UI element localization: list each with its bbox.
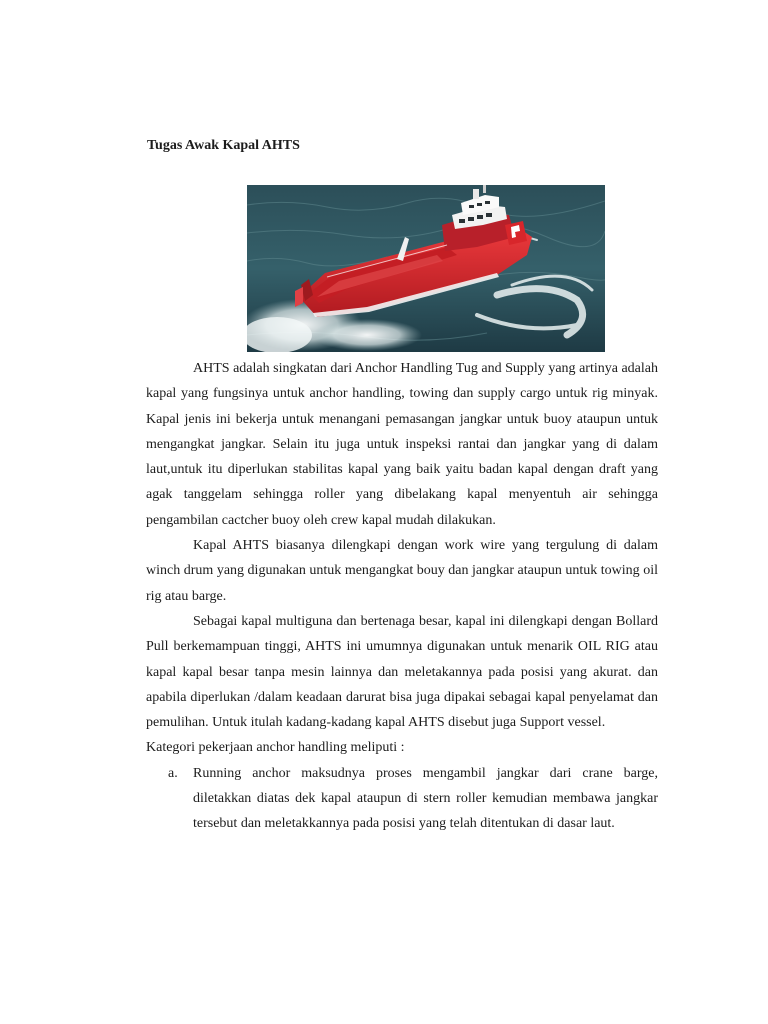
body-paragraph: Sebagai kapal multiguna dan bertenaga besar, kapal ini dilengkapi dengan Bollard Pull berkemampuan tinggi, AHTS ini umumnya digunakan untuk menarik OIL RIG atau kapal kapal besar tanpa mesin lainnya dan meletakannya pada posisi yang akurat. dan apabila diperlukan /dalam keadaan darurat bisa juga dipakai sebagai kapal penyelamat dan pemulihan. Untuk itulah kadang-kadang kapal AHTS disebut juga Support vessel. <box>146 613 658 731</box>
list-item <box>146 761 658 837</box>
body-paragraph: Kapal AHTS biasanya dilengkapi dengan work wire yang tergulung di dalam winch drum yang digunakan untuk mengangkat bouy dan jangkar ataupun untuk towing oil rig atau barge. <box>146 538 658 604</box>
document-body <box>146 356 658 837</box>
list-intro: Kategori pekerjaan anchor handling meliputi : <box>146 740 405 756</box>
list-marker: a. <box>168 765 178 781</box>
vessel-photo <box>247 185 605 352</box>
ahts-ship-image <box>247 185 605 352</box>
document-title: Tugas Awak Kapal AHTS <box>147 138 300 153</box>
body-paragraph: AHTS adalah singkatan dari Anchor Handling Tug and Supply yang artinya adalah kapal yang fungsinya untuk anchor handling, towing dan supply cargo untuk rig minyak. Kapal jenis ini bekerja untuk menangani pemasangan jangkar untuk buoy ataupun untuk mengangkat jangkar. Selain itu juga untuk inspeksi rantai dan jangkar yang di dalam laut,untuk itu diperlukan stabilitas kapal yang baik yaitu badan kapal dengan draft yang agak tanggelam sehingga roller yang dibelakang kapal menyentuh air sehingga pengambilan cactcher buoy oleh crew kapal mudah dilakukan. <box>146 361 658 528</box>
anchor-handling-list <box>146 761 658 837</box>
list-item-text: Running anchor maksudnya proses mengambil jangkar dari crane barge, diletakkan diatas dek kapal ataupun di stern roller kemudian membawa jangkar tersebut dan meletakkannya pada posisi yang telah ditentukan di dasar laut. <box>193 765 658 832</box>
